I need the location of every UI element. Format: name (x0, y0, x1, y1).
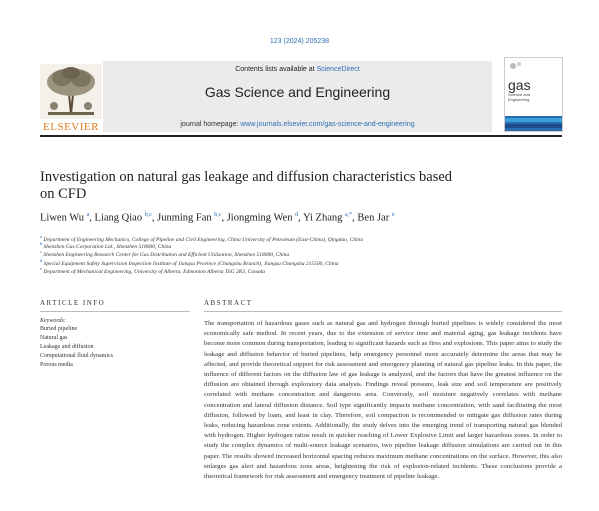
affiliation-sup: a (40, 234, 43, 239)
author-list: Liwen Wu $^a$, Liang Qiao $^{b,c}$, Junming Fan $^{b,c}$, Jiongming Wen $^d$, Yi Zhang $^{a,*}$, Ben Jar $^e$ (40, 212, 395, 224)
author-name: Liwen Wu (40, 212, 84, 224)
journal-title: Gas Science and Engineering (204, 84, 391, 100)
affiliation-text: Department of Engineering Mechanics, College of Pipeline and Civil Engineering, China University of Petroleum (East-China), Qingdao, China (43, 236, 364, 243)
keyword-item: Leakage and diffusion (40, 344, 94, 350)
keyword-item: Porous media (40, 362, 73, 368)
affiliation-item (40, 266, 560, 275)
author-name: Ben Jar (357, 212, 390, 224)
affiliation-text: Department of Mechanical Engineering, University of Alberta, Edmonton Alberta T6G 2R3, Canada (43, 268, 266, 275)
affiliation-item (40, 249, 560, 258)
journal-citation[interactable]: 123 (2024) 205238 (269, 38, 330, 45)
article-info-heading: ARTICLE INFO (40, 299, 106, 307)
header-rule (40, 135, 562, 137)
abstract-heading: ABSTRACT (204, 299, 253, 307)
homepage-line (103, 121, 492, 128)
affiliation-text: Special Equipment Safety Supervision Inspection Institute of Jiangsu Province (Changshu Branch), Jiangsu Changshu 215500, China (43, 260, 339, 267)
abstract-text: The transportation of hazardous gases such as natural gas and hydrogen through buried pipelines is widely considered the most economically safe method. In recent years, due to the extension of service time and material aging, gas leakage incidents have become more common during transportation, leading to significant hazards such as fires and explosions. This paper aims to study the leakage and diffusion behavior of buried pipelines, help emergency personnel more accurately determine the areas that may be affected, and provide theoretical support for risk assessment and emergency planning of natural gas pipeline leaks. In this paper, the influence of different factors on the diffusion law of gas leakage is analyzed, and the factors that have the greatest influence on the diffusion are obtained through exploratory data analysis. Findings reveal pressure, leak size and soil temperature are positively correlated with methane concentration and dangerous area. Conversely, soil moisture negatively correlates with methane concentration and lateral diffusion distance. Soil type significantly impacts methane concentration, with sand facilitating the most diffusion, followed by loam, and least in clay. Therefore, soil compaction is recommended to mitigate gas diffusion rates during leaks, reducing hazardous zone extents. Additionally, the study delves into the emerging trend of transporting natural gas blended with hydrogen. Higher hydrogen ratios result in quicker reaching of Lower Explosive Limit and larger hazardous zones. In order to study the complex dynamics of multi-source leakage scenarios, two pipeline leakage diffusion simulations are carried out in this paper. The results showed increased horizontal spacing reduces maximum methane concentrations on the surface. However, this also enlarges gas alert and hazardous zone areas, heightening the risk of explosion-related incidents. These conclusions provide a theoretical framework for risk assessment and emergency treatment of pipeline leakage. (204, 320, 562, 481)
affiliation-text: Shenzhen Engineering Research Center for Gas Distribution and Efficient Utilization, Shenzhen 518000, China (43, 251, 290, 258)
affiliation-sup: c (40, 249, 43, 254)
cover-label (508, 78, 531, 102)
cover-title: gas (508, 77, 531, 93)
affiliation-sup: d (40, 258, 43, 263)
author-name: Liang Qiao (94, 212, 143, 224)
keyword-item: Computational fluid dynamics (40, 353, 113, 359)
journal-homepage-link[interactable]: www.journals.elsevier.com/gas-science-and-engineering (240, 121, 415, 128)
affiliation-text: Shenzhen Gas Corporation Ltd., Shenzhen 518000, China (43, 243, 172, 250)
article-title: Investigation on natural gas leakage and diffusion characteristics based on CFD (40, 169, 453, 202)
cover-subtitle-2: Engineering (508, 97, 530, 102)
author-affiliation-ref[interactable]: e (391, 212, 395, 218)
author-affiliation-ref[interactable]: d (295, 212, 299, 218)
author-affiliation-ref[interactable]: b,c (214, 212, 222, 218)
contents-line (103, 66, 492, 73)
publisher-name: ELSEVIER (43, 121, 99, 133)
author-affiliation-ref[interactable]: a,* (344, 212, 353, 218)
cover-subtitle-1: Science and (508, 92, 531, 97)
article-info-rule (40, 311, 190, 312)
author-name: Jiongming Wen (226, 212, 293, 224)
homepage-prefix: journal homepage: (180, 121, 241, 128)
author-affiliation-ref[interactable]: a (86, 212, 90, 218)
affiliation-sup: b (40, 241, 43, 246)
abstract-rule (204, 311, 562, 312)
keyword-item: Buried pipeline (40, 326, 78, 332)
contents-prefix: Contents lists available at (235, 66, 317, 73)
author-name: Yi Zhang (302, 212, 343, 224)
author-affiliation-ref[interactable]: b,c (144, 212, 152, 218)
keywords-label: Keywords: (40, 318, 66, 324)
affiliation-sup: e (40, 266, 43, 271)
author-name: Junming Fan (157, 212, 212, 224)
keyword-item: Natural gas (40, 335, 68, 341)
sciencedirect-link[interactable]: ScienceDirect (316, 66, 360, 73)
